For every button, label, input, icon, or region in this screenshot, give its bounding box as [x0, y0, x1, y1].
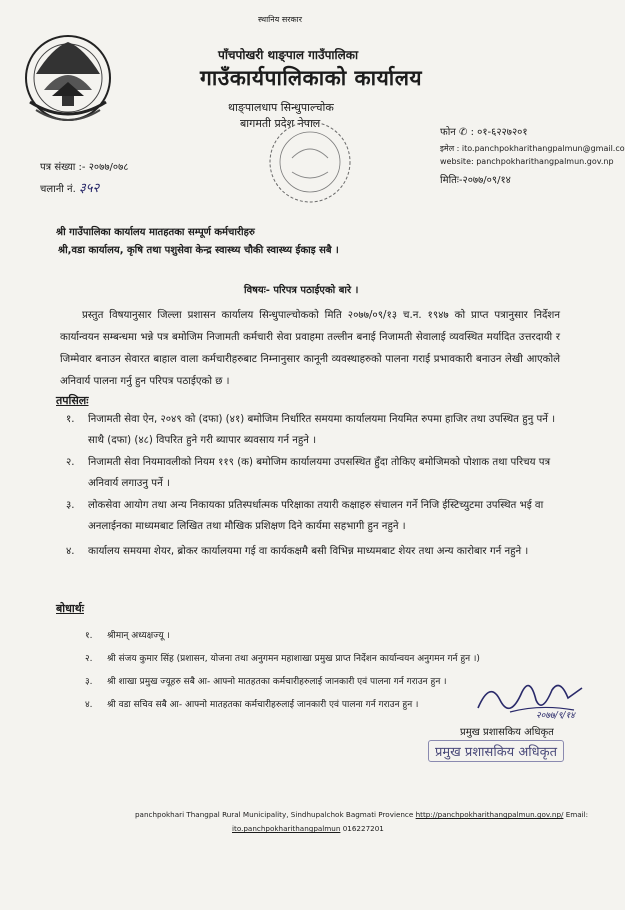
- tapsil-heading: तपसिलः: [56, 394, 89, 407]
- tapsil-item-text: कार्यालय समयमा शेयर, ब्रोकर कार्यालयमा गई वा कार्यकक्षमै बसी विभिन्न माध्यमबाट शेयर तथा अन्य कारोबार गर्न नहुने ।: [88, 546, 529, 557]
- date-label: मितिः-: [440, 175, 463, 186]
- footer-line-2: [232, 824, 384, 833]
- cc-item-text: श्री वडा सचिव सबै आ- आफ्नो मातहतका कर्मचारीहरुलाई जानकारी एवं पालना गर्न गराउन हुन ।: [107, 700, 419, 710]
- local-government-label: स्थानिय सरकार: [258, 15, 302, 24]
- footer-email-label: Email:: [565, 810, 589, 819]
- footer-phone: 016227201: [342, 824, 384, 833]
- cc-item: [85, 651, 480, 664]
- cc-item-text: श्रीमान् अध्यक्षज्यू ।: [107, 631, 170, 641]
- body-paragraph: प्रस्तुत विषयानुसार जिल्ला प्रशासन कार्यालय सिन्धुपाल्चोकको मिति २०७७/०९/१३ च.न. १९४७ को प्राप्त पत्रानुसार निर्देशन कार्यान्वयन सम्बन्धमा भन्ने पत्र बमोजिम निजामती कर्मचारी सेवा प्रवाहमा तल्लीन बनाई निजामती सेवालाई व्यवस्थित मर्यादित उत्तरदायी र जिम्मेवार बनाउन सेवारत बाहाल वाला कर्मचारीहरुबाट निम्नानुसार कानूनी व्यवस्थाहरुको पालना गराई प्रभावकारी बनाउन लेखी आएकोले अनिवार्य पालना गर्नु हुन परिपत्र पठाईएको छ ।: [60, 310, 560, 387]
- footer-email-link[interactable]: ito.panchpokharithangpalmun: [232, 824, 341, 833]
- signature-date: २०७७/९/१४: [536, 711, 575, 721]
- tapsil-item: [66, 541, 558, 562]
- dispatch-number-label: चलानी नं.: [40, 184, 76, 195]
- letter-date: [440, 172, 511, 186]
- cc-item-number: २.: [85, 654, 93, 664]
- tapsil-item-text: निजामती सेवा नियमावलीको नियम ११९ (क) बमोजिम कार्यालयमा उपसस्थित हुँदा तोकिए बमोजिमको पोशाक तथा परिचय पत्र अनिवार्य लगाउनु पर्ने ।: [88, 457, 551, 489]
- tapsil-item-text: निजामती सेवा ऐन, २०४९ को (दफा) (४१) बमोजिम निर्धारित समयमा कार्यालयमा नियमित रुपमा हाजिर तथा उपस्थित हुनु पर्ने । साथै (दफा) (४८) विपरित हुने गरी ब्यापार ब्यवसाय गर्न नहुने ।: [88, 414, 556, 446]
- tapsil-item-number: ३.: [66, 500, 75, 511]
- palika-name: पाँचपोखरी थाङ्पाल गाउँपालिका: [218, 48, 359, 62]
- contact-email: इमेल : ito.panchpokharithangpalmun@gmail.co: [440, 144, 625, 153]
- cc-item-text: श्री शाखा प्रमुख ज्यूहरु सबै आ- आफ्नो मातहतका कर्मचारीहरुलाई जानकारी एवं पालना गर्न गराउन हुन ।: [107, 677, 447, 687]
- date-value: २०७७/०९/१४: [462, 175, 511, 186]
- signatory-title: प्रमुख प्रशासकिय अधिकृत: [460, 727, 554, 738]
- office-seal-stamp: [262, 118, 358, 208]
- cc-item-number: ३.: [85, 677, 93, 687]
- office-title: गाउँकार्यपालिकाको कार्यालय: [200, 66, 423, 90]
- tapsil-item: [66, 409, 558, 451]
- contact-website: website: panchpokharithangpalmun.gov.np: [440, 157, 614, 166]
- tapsil-item-number: २.: [66, 457, 75, 468]
- cc-item: [85, 628, 170, 641]
- tapsil-item: [66, 495, 558, 537]
- cc-item: [85, 697, 419, 710]
- dispatch-number-value: ३५२: [78, 181, 100, 196]
- address-line-1: थाङ्पालधाप सिन्धुपाल्चोक: [228, 101, 334, 114]
- cc-item: [85, 674, 447, 687]
- addressee-line-1: श्री गाउँपालिका कार्यालय मातहतका सम्पूर्ण कर्मचारीहरु: [56, 227, 255, 238]
- letter-number-value: २०७७/०७८: [88, 162, 129, 173]
- tapsil-item-text: लोकसेवा आयोग तथा अन्य निकायका प्रतिस्पर्धात्मक परिक्षाका तयारी कक्षाहरु संचालन गर्ने निजि ईस्टिच्युटमा उपस्थित भई वा अनलाईनका माध्यमबाट लिखित तथा मौखिक प्रशिक्षण दिने कार्यमा सहभागी हुन नहुने ।: [88, 500, 544, 532]
- footer-address: panchpokhari Thangpal Rural Municipality, Sindhupalchok Bagmati Provience: [135, 810, 414, 819]
- signatory-stamp: प्रमुख प्रशासकिय अधिकृत: [428, 740, 564, 762]
- footer-website-link[interactable]: http://panchpokharithangpalmun.gov.np/: [415, 810, 564, 819]
- handwritten-signature: [470, 670, 590, 720]
- cc-item-number: ४.: [85, 700, 93, 710]
- letter-number-label: पत्र संख्या :-: [40, 162, 86, 173]
- footer-line-1: [135, 810, 588, 819]
- tapsil-item: [66, 452, 558, 494]
- addressee-line-2: श्री,वडा कार्यालय, कृषि तथा पशुसेवा केन्द्र स्वास्थ्य चौकी स्वास्थ्य ईकाइ सबै ।: [58, 245, 339, 256]
- cc-item-number: १.: [85, 631, 93, 641]
- tapsil-item-number: १.: [66, 414, 75, 425]
- cc-item-text: श्री संजय कुमार सिंह (प्रशासन, योजना तथा अनुगमन महाशाखा प्रमुख प्राप्त निर्देशन कार्यान्वयन अनुगमन गर्न हुन ।): [107, 654, 480, 664]
- tapsil-item-number: ४.: [66, 546, 75, 557]
- letter-number: [40, 159, 129, 173]
- subject-line: विषयः- परिपत्र पठाईएको बारे ।: [244, 285, 359, 296]
- contact-phone: फोन ✆ : ०१-६२२७२०१: [440, 127, 528, 138]
- dispatch-number: [40, 178, 99, 196]
- bodhartha-heading: बोधार्थः: [56, 602, 84, 615]
- address-line-2: बागमती प्रदेश नेपाल: [240, 117, 321, 130]
- nepal-emblem-logo: [22, 30, 114, 124]
